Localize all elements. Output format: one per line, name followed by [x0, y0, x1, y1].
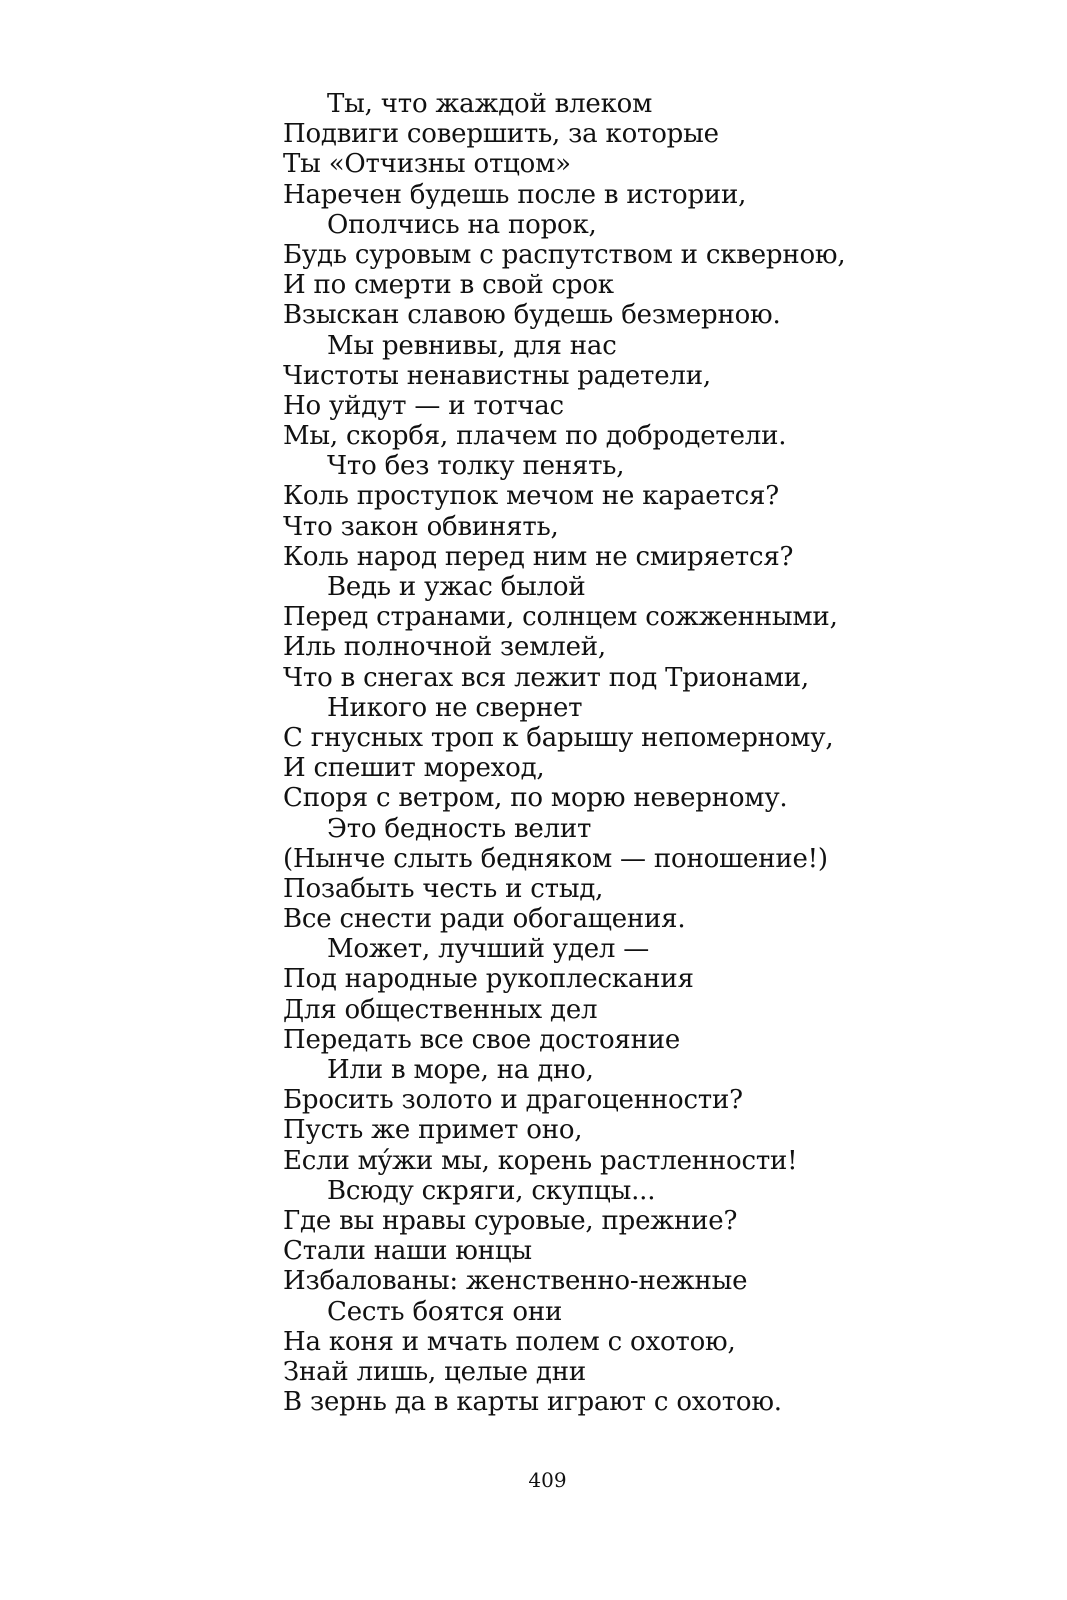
page-number: 409: [528, 1468, 567, 1492]
poem-line: Если мýжи мы, корень растленности!: [283, 1145, 798, 1176]
poem-text: [283, 89, 1003, 1417]
poem-line: С гнусных троп к барышу непомерному,: [283, 722, 834, 753]
poem-line: Всюду скряги, скупцы...: [327, 1175, 656, 1206]
poem-line: Ведь и ужас былой: [327, 572, 586, 602]
poem-line: Никого не свернет: [327, 692, 583, 723]
poem-line: В зернь да в карты играют с охотою.: [283, 1387, 782, 1418]
poem-line: Наречен будешь после в истории,: [283, 179, 747, 210]
poem-line: Передать все свое достояние: [283, 1024, 681, 1055]
poem-line: (Нынче слыть бедняком — поношение!): [283, 843, 828, 874]
poem-line: И спешит мореход,: [283, 753, 545, 784]
poem-line: Будь суровым с распутством и скверною,: [283, 239, 846, 270]
poem-line: Иль полночной землей,: [283, 632, 606, 663]
poem-line: Перед странами, солнцем сожженными,: [283, 602, 838, 633]
poem-line: Ты, что жаждой влеком: [327, 89, 653, 119]
poem-line: Что без толку пенять,: [327, 451, 625, 482]
poem-line: Споря с ветром, по морю неверному.: [283, 783, 788, 814]
poem-line: Стали наши юнцы: [283, 1236, 532, 1267]
poem-line: Но уйдут — и тотчас: [283, 390, 564, 421]
poem-line: Пусть же примет оно,: [283, 1115, 583, 1146]
poem-line: Или в море, на дно,: [327, 1055, 594, 1085]
poem-line: Где вы нравы суровые, прежние?: [283, 1205, 738, 1236]
poem-line: На коня и мчать полем с охотою,: [283, 1326, 736, 1357]
poem-line: Что в снегах вся лежит под Трионами,: [283, 662, 809, 693]
poem-line: Избалованы: женственно-нежные: [283, 1266, 748, 1297]
poem-line: Все снести ради обогащения.: [283, 904, 686, 935]
poem-line: Для общественных дел: [283, 994, 598, 1025]
poem-line: Это бедность велит: [327, 813, 592, 844]
poem-line: Ополчись на порок,: [327, 209, 597, 240]
poem-line: Чистоты ненавистны радетели,: [283, 360, 711, 391]
poem-line: Сесть боятся они: [327, 1296, 563, 1327]
poem-line: Ты «Отчизны отцом»: [283, 149, 571, 180]
poem-line: Мы, скорбя, плачем по добродетели.: [283, 421, 787, 452]
poem-line: Может, лучший удел —: [327, 934, 650, 965]
poem-line: Под народные рукоплескания: [283, 964, 694, 995]
poem-line: Коль проступок мечом не карается?: [283, 481, 779, 512]
poem-line: Знай лишь, целые дни: [283, 1356, 586, 1387]
poem-line: И по смерти в свой срок: [283, 270, 614, 301]
poem-line: Взыскан славою будешь безмерною.: [283, 300, 781, 331]
poem-line: Подвиги совершить, за которые: [283, 119, 719, 150]
poem-line: Мы ревнивы, для нас: [327, 330, 617, 361]
poem-line: Позабыть честь и стыд,: [283, 873, 604, 904]
poem-line: Бросить золото и драгоценности?: [283, 1085, 743, 1116]
poem-line: Коль народ перед ним не смиряется?: [283, 541, 794, 572]
poem-line: Что закон обвинять,: [283, 511, 559, 542]
